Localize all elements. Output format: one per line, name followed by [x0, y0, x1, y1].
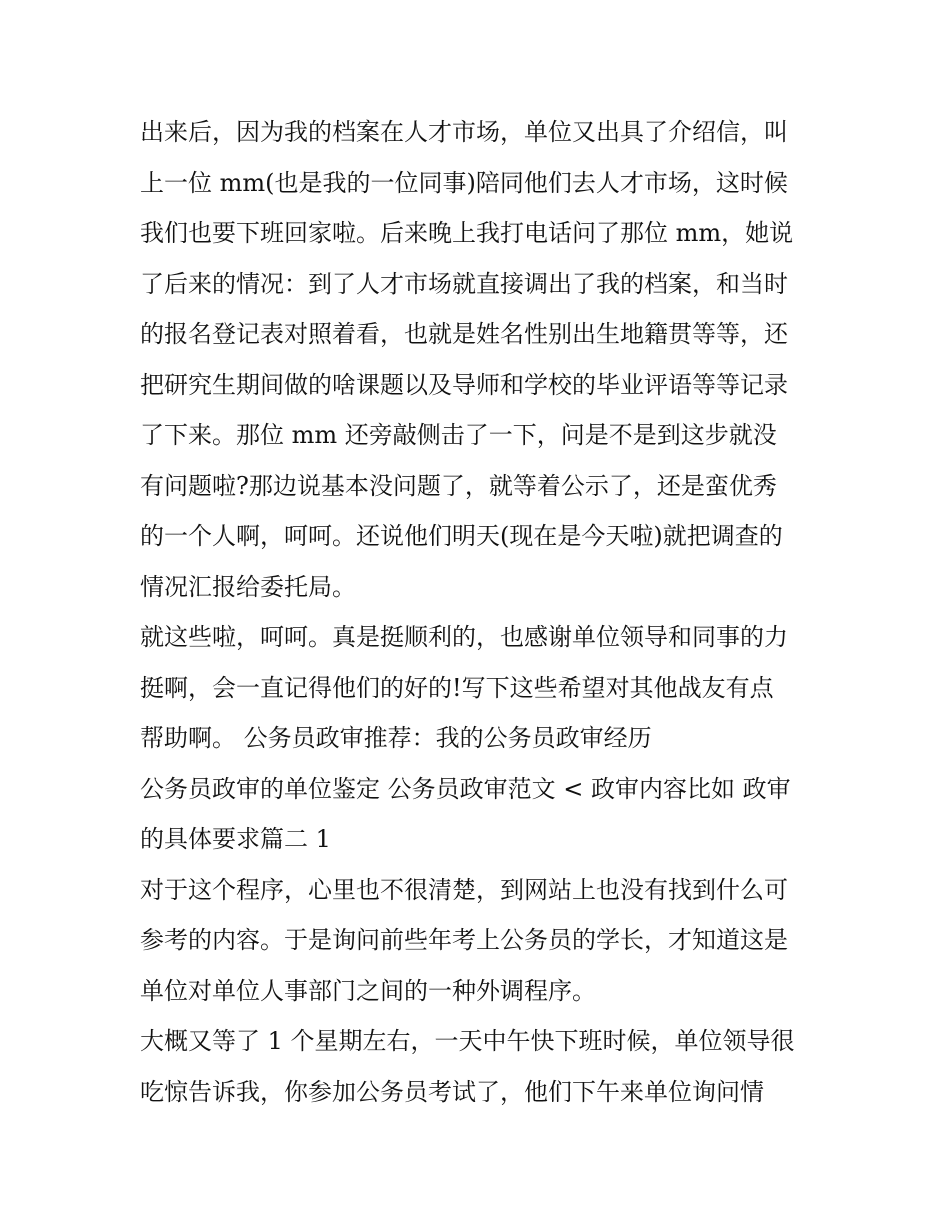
text-line-5: 的报名登记表对照着看，也就是姓名性别出生地籍贯等等，还 — [140, 320, 788, 348]
text-line-6: 把研究生期间做的啥课题以及导师和学校的毕业评语等等记录 — [140, 370, 788, 399]
text-line-4: 了后来的情况：到了人才市场就直接调出了我的档案，和当时 — [140, 269, 788, 298]
text-line-20: 吃惊告诉我，你参加公务员考试了，他们下午来单位询问情 — [140, 1077, 764, 1106]
text-line-18: 单位对单位人事部门之间的一种外调程序。 — [140, 976, 596, 1005]
text-line-13: 帮助啊。 公务员政审推荐：我的公务员政审经历 — [140, 724, 652, 752]
text-line-3: 我们也要下班回家啦。后来晚上我打电话问了那位 mm，她说 — [140, 219, 794, 247]
text-line-12: 挺啊，会一直记得他们的好的!写下这些希望对其他战友有点 — [140, 673, 774, 702]
text-line-16: 对于这个程序，心里也不很清楚，到网站上也没有找到什么可 — [140, 875, 788, 904]
text-line-2: 上一位 mm(也是我的一位同事)陪同他们去人才市场，这时候 — [140, 168, 788, 197]
text-line-14: 公务员政审的单位鉴定 公务员政审范文 < 政审内容比如 政审 — [140, 774, 791, 803]
text-line-17: 参考的内容。于是询问前些年考上公务员的学长，才知道这是 — [140, 926, 788, 954]
text-line-8: 有问题啦?那边说基本没问题了，就等着公示了，还是蛮优秀 — [140, 471, 777, 500]
text-line-9: 的一个人啊，呵呵。还说他们明天(现在是今天啦)就把调查的 — [140, 522, 783, 550]
text-line-11: 就这些啦，呵呵。真是挺顺利的，也感谢单位领导和同事的力 — [140, 623, 788, 651]
text-line-19: 大概又等了 1 个星期左右，一天中午快下班时候，单位领导很 — [140, 1027, 795, 1055]
text-line-1: 出来后，因为我的档案在人才市场，单位又出具了介绍信，叫 — [140, 118, 788, 146]
text-line-7: 了下来。那位 mm 还旁敲侧击了一下，问是不是到这步就没 — [140, 421, 777, 449]
text-line-15: 的具体要求篇二 1 — [140, 825, 331, 853]
text-line-10: 情况汇报给委托局。 — [140, 572, 356, 601]
body-text — [140, 107, 820, 1117]
